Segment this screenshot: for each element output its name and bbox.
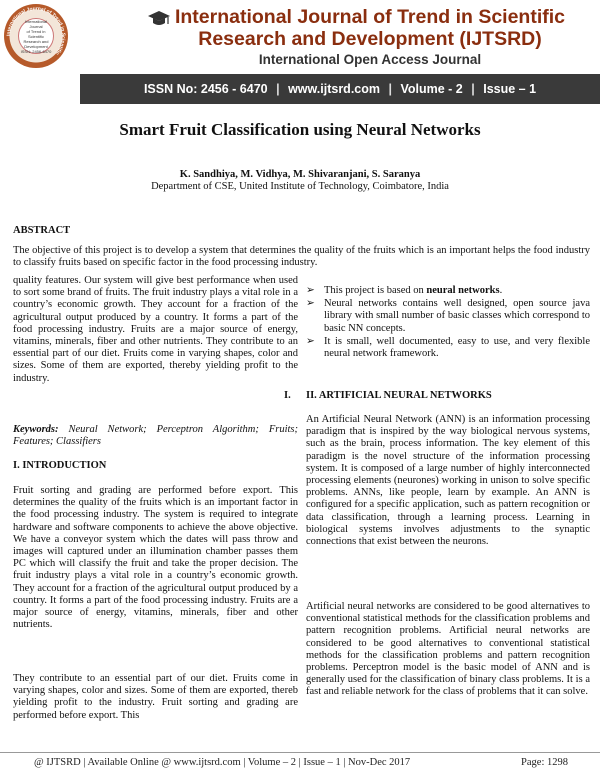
paper-title: Smart Fruit Classification using Neural Networks bbox=[119, 120, 481, 139]
keywords-label: Keywords: bbox=[13, 424, 59, 435]
issn-info bbox=[80, 74, 600, 104]
bullet-text: This project is based on bbox=[324, 285, 427, 296]
open-access-label: International Open Access Journal bbox=[258, 52, 482, 67]
author-affiliation: Department of CSE, United Institute of Technology, Coimbatore, India bbox=[151, 181, 449, 192]
separator: | bbox=[276, 82, 280, 96]
separator: | bbox=[388, 82, 392, 96]
list-item bbox=[306, 298, 590, 335]
issue-label: Issue – 1 bbox=[483, 82, 537, 96]
page-number: Page: 1298 bbox=[521, 757, 568, 768]
abstract-text-left: quality features. Our system will give best performance when used to sort some brand of fruits. The fruit industry plays a vital role in a country’s economic growth. They account for a fraction of the agricultural output produced by a country. It forms a part of the food processing industry. Fruits are a major source of energy, vitamins, minerals, fiber and other nutrients. They contribute to an essential part of our diet. Fruits come in varying shapes, color and sizes. Some of them are exported, thereby yielding profit to the industry. bbox=[13, 275, 298, 384]
logo-ring-text bbox=[4, 4, 68, 68]
journal-logo bbox=[4, 4, 68, 68]
bullet-text: It is small, well documented, easy to use, and very flexible neural network framework. bbox=[324, 335, 590, 360]
logo-line: ISSN: 2456-6470 bbox=[20, 48, 52, 54]
heading-number: I. bbox=[284, 390, 291, 401]
journal-title-line1: International Journal of Trend in Scientific bbox=[174, 6, 566, 28]
arrow-bullet-icon: ➢ bbox=[306, 335, 315, 347]
bullet-text: . bbox=[499, 285, 503, 296]
list-item bbox=[306, 285, 590, 297]
logo-ring-top: International Journal of Trend in Scientific bbox=[5, 5, 67, 56]
issn-number: ISSN No: 2456 - 6470 bbox=[143, 82, 268, 96]
introduction-para-1: Fruit sorting and grading are performed before export. This determines the quality of the fruits which is an important factor in the food processing industry. The system is required to integrate hardware and software components to achieve the above objective. We have a conveyor system which the dates will pass throw and images will captured under an illumination chamber passes them PC which will classify the fruit and take the proper decision. The fruit industry plays a vital role in a country’s economic growth. They account for a fraction of the agricultural output produced by a country. It forms a part of the food processing industry. Fruits are a major source of energy, vitamins, minerals, fiber and other nutrients. bbox=[13, 485, 298, 631]
paper-authors: K. Sandhiya, M. Vidhya, M. Shivaranjani, S. Saranya bbox=[179, 169, 421, 180]
footer-citation: @ IJTSRD | Available Online @ www.ijtsrd.com | Volume – 2 | Issue – 1 | Nov-Dec 2017 bbox=[34, 757, 411, 768]
abstract-text-full: The objective of this project is to develop a system that determines the quality of the fruits which is an important helps the food industry to classify fruits based on specific factor in the food processing industry. bbox=[13, 245, 590, 269]
page-footer bbox=[0, 756, 600, 774]
ann-heading: II. ARTIFICIAL NEURAL NETWORKS bbox=[306, 390, 492, 401]
volume-label: Volume - 2 bbox=[400, 82, 463, 96]
bullet-text: Neural networks contains well designed, open source java library with small number of basic classes which correspond to basic NN concepts. bbox=[324, 298, 590, 334]
separator: | bbox=[471, 82, 475, 96]
arrow-bullet-icon: ➢ bbox=[306, 298, 315, 310]
list-item bbox=[306, 336, 590, 360]
journal-title bbox=[150, 6, 590, 50]
introduction-heading: I. INTRODUCTION bbox=[13, 460, 107, 471]
ann-para-1: An Artificial Neural Network (ANN) is an information processing paradigm that is inspired by the way biological nervous systems, such as the brain, process information. The key element of this paradigm is the novel structure of the information processing system. It is composed of a large number of highly interconnected processing elements (neurones) working in unison to solve specific problems. ANNs, like people, learn by example. An ANN is configured for a specific application, such as pattern recognition or data classification, through a learning process. Learning in biological systems involves adjustments to the synaptic connections that exist between the neurons. bbox=[306, 414, 590, 548]
logo-line: Development bbox=[24, 43, 48, 49]
arrow-bullet-icon: ➢ bbox=[306, 285, 315, 296]
project-bullet-list bbox=[306, 285, 590, 361]
ann-para-2: Artificial neural networks are considered to be good alternatives to conventional statistical methods for the classification problems and pattern recognition problems. Artificial neural networks are considered to be good alternatives to conventional statistical methods for the classification problems and pattern recognition problems. Perceptron model is the basic model of ANN and is generally used for the classification of binary class problems. It is a fast and reliable network for the class of problems that it can solve. bbox=[306, 601, 590, 698]
footer-divider bbox=[0, 752, 600, 753]
introduction-para-2: They contribute to an essential part of our diet. Fruits come in varying shapes, color and sizes. Some of them are exported, thereb yielding profit to the industry. Fruit sorting and grading are performed before export. This bbox=[13, 673, 298, 721]
journal-title-line2: Research and Development (IJTSRD) bbox=[198, 28, 542, 50]
logo-line: International Journal bbox=[24, 18, 47, 29]
bullet-bold-text: neural networks bbox=[426, 285, 500, 296]
journal-website-link[interactable]: www.ijtsrd.com bbox=[288, 82, 380, 96]
abstract-heading: ABSTRACT bbox=[13, 225, 71, 236]
logo-line: of Trend in Scientific bbox=[26, 28, 46, 39]
logo-line: Research and bbox=[23, 38, 49, 44]
svg-text:International Journal of Trend bbox=[6, 6, 66, 56]
keywords bbox=[13, 424, 298, 448]
keywords-text: Neural Network; Perceptron Algorithm; Fruits; Features; Classifiers bbox=[13, 424, 298, 448]
